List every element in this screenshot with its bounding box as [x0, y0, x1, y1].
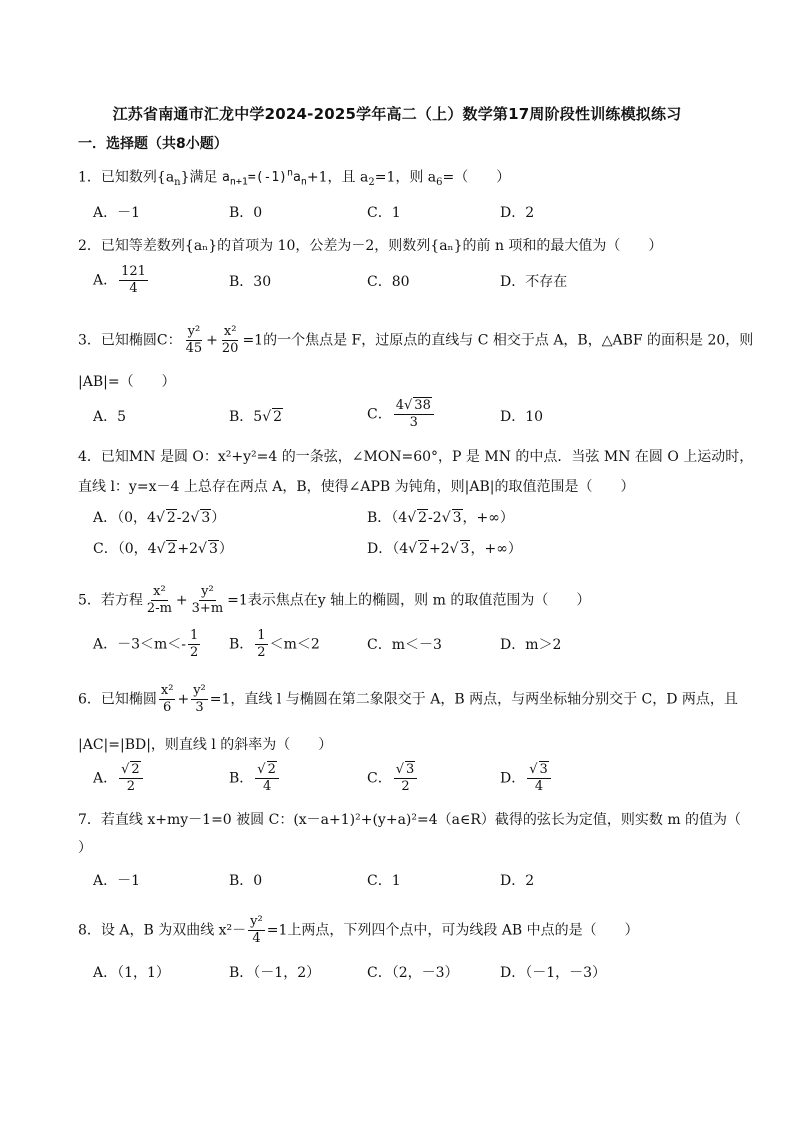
question-3-stem: 3．已知椭圆C： $\frac{\text{y²}}{45}$ + $\frac{\text{x²}}{20}$ =1的一个焦点是 F，过原点的直线与 C 相交于点 A，B，△ABF 的面积是 20，则 [78, 324, 754, 356]
question-7-stem-line1: 7．若直线 x+my－1=0 被圆 C：(x－a+1)²+(y+a)²=4（a∈R）截得的弦长为定值，则实数 m 的值为（ [78, 812, 742, 828]
question-4-option-b[interactable]: B．（4√ 2-2√ 3，+∞） [367, 510, 514, 526]
question-7-option-d[interactable]: D．2 [500, 873, 535, 889]
question-3-option-c[interactable]: C． $\frac{4√ 38}{3}$ [367, 398, 436, 431]
question-2-option-a[interactable]: A． $\frac{121}{4}$ [93, 264, 146, 296]
question-5-option-c[interactable]: C．m＜－3 [367, 637, 442, 653]
question-3-option-a[interactable]: A．5 [93, 409, 127, 425]
question-5-stem: 5．若方程 $\frac{\text{x²}}{2-m}$ + $\frac{\text{y²}}{3+m}$ =1表示焦点在y 轴上的椭圆，则 m 的取值范围为（ ） [78, 584, 591, 616]
question-6-option-a[interactable]: A． $\frac{√ 2}{2}$ [93, 762, 145, 795]
question-8-option-a[interactable]: A．（1，1） [93, 965, 170, 981]
question-8-option-c[interactable]: C．（2，－3） [367, 965, 459, 981]
question-6-option-d[interactable]: D． $\frac{√ 3}{4}$ [500, 762, 553, 795]
question-7-option-a[interactable]: A．－1 [93, 873, 141, 889]
question-1-stem: 1．已知数列$\{a_n\}$满足 $a_{n+1}=(-1)^na_n+1$，且 $a_2=1$，则 $a_6=$（ ） [78, 168, 511, 189]
question-8-option-b[interactable]: B．（－1，2） [229, 965, 321, 981]
question-4-option-c[interactable]: C．（0，4√ 2+2√ 3） [93, 541, 233, 557]
question-6-stem-cont: |AC|=|BD|，则直线 l 的斜率为（ ） [78, 737, 333, 753]
question-6-stem: 6．已知椭圆 $\frac{\text{x²}}{6}$ + $\frac{\text{y²}}{3}$ =1，直线 l 与椭圆在第二象限交于 A，B 两点，与两坐标轴分别交于 C，D 两点，且 [78, 683, 738, 715]
question-2-stem: 2．已知等差数列{aₙ}的首项为 10，公差为－2，则数列{aₙ}的前 n 项和的最大值为（ ） [78, 238, 663, 254]
question-7-option-c[interactable]: C．1 [367, 873, 401, 889]
question-2-option-d[interactable]: D．不存在 [500, 274, 568, 290]
question-8-stem: 8．设 A，B 为双曲线 x²－ $\frac{\text{y²}}{4}$ =1上两点，下列四个点中，可为线段 AB 中点的是（ ） [78, 914, 639, 946]
question-7-stem-line2: ） [78, 840, 92, 856]
section-heading: 一．选择题（共8小题） [78, 136, 228, 152]
page-title: 江苏省南通市汇龙中学2024-2025学年高二（上）数学第17周阶段性训练模拟练习 [112, 105, 682, 123]
question-1-option-a[interactable]: A．－1 [93, 205, 141, 221]
question-1-option-d[interactable]: D．2 [500, 205, 535, 221]
question-4-stem-line2: 直线 l：y=x－4 上总存在两点 A，B，使得∠APB 为钝角，则|AB|的取值范围是（ ） [78, 479, 635, 495]
question-7-option-b[interactable]: B．0 [229, 873, 263, 889]
question-4-option-a[interactable]: A．（0，4√ 2-2√ 3） [93, 510, 226, 526]
question-3-stem-cont: |AB|=（ ） [78, 374, 176, 390]
question-8-option-d[interactable]: D．（－1，－3） [500, 965, 607, 981]
question-4-stem-line1: 4．已知MN 是圆 O：x²+y²=4 的一条弦，∠MON=60°，P 是 MN 的中点．当弦 MN 在圆 O 上运动时， [78, 449, 754, 465]
question-4-option-d[interactable]: D．（4√ 2+2√ 3，+∞） [367, 541, 522, 557]
question-3-option-b[interactable]: B．5√ 2 [229, 409, 283, 425]
question-3-option-d[interactable]: D．10 [500, 409, 544, 425]
question-5-option-b[interactable]: B． $\frac{1}{2}$ ＜m＜2 [229, 628, 320, 660]
question-1-option-c[interactable]: C．1 [367, 205, 401, 221]
question-2-option-c[interactable]: C．80 [367, 274, 410, 290]
question-5-option-d[interactable]: D．m＞2 [500, 637, 562, 653]
question-2-option-b[interactable]: B．30 [229, 274, 272, 290]
question-1-option-b[interactable]: B．0 [229, 205, 263, 221]
question-6-option-c[interactable]: C． $\frac{√ 3}{2}$ [367, 762, 419, 795]
question-5-option-a[interactable]: A．－3＜m＜- $\frac{1}{2}$ [93, 628, 199, 660]
question-6-option-b[interactable]: B． $\frac{√ 2}{4}$ [229, 762, 281, 795]
